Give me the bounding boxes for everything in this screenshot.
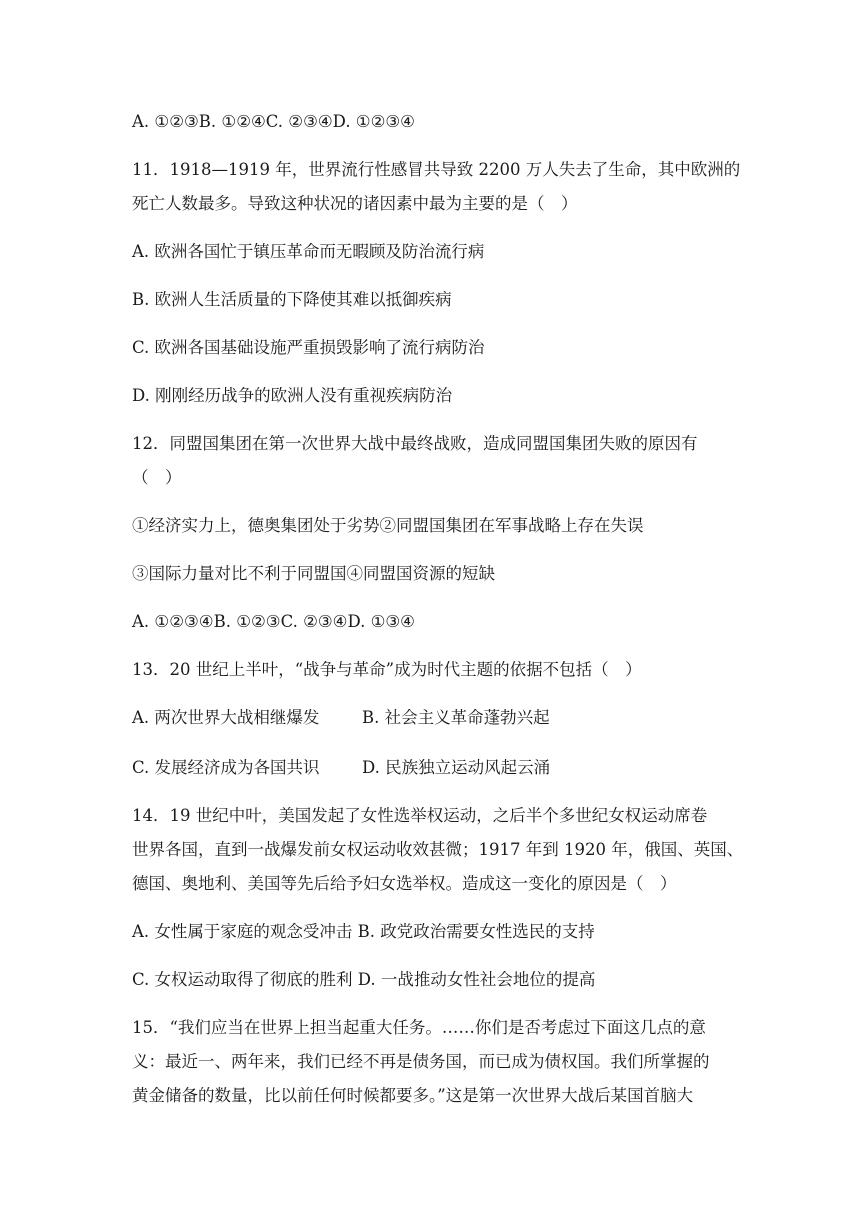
q13-options-row1	[132, 707, 752, 729]
q14-options-ab: A. 女性属于家庭的观念受冲击 B. 政党政治需要女性选民的支持	[132, 922, 595, 941]
q13-option-a: A. 两次世界大战相继爆发	[132, 708, 320, 727]
q14-stem-line3: 德国、奥地利、美国等先后给予妇女选举权。造成这一变化的原因是（ ）	[132, 874, 677, 893]
q11-option-b: B. 欧洲人生活质量的下降使其难以抵御疾病	[132, 290, 452, 309]
q14-stem-line2: 世界各国，直到一战爆发前女权运动收效甚微；1917 年到 1920 年，俄国、英国、	[132, 840, 744, 859]
q10-options: A. ①②③B. ①②④C. ②③④D. ①②③④	[132, 112, 415, 131]
q12-stem-line2: （ ）	[132, 468, 182, 487]
q14-options-cd: C. 女权运动取得了彻底的胜利 D. 一战推动女性社会地位的提高	[132, 970, 596, 989]
q11-option-c: C. 欧洲各国基础设施严重损毁影响了流行病防治	[132, 338, 485, 357]
q11-stem-line2: 死亡人数最多。导致这种状况的诸因素中最为主要的是（ ）	[132, 194, 578, 213]
q15-stem-line3: 黄金储备的数量，比以前任何时候都要多。”这是第一次世界大战后某国首脑大	[132, 1086, 694, 1105]
q12-stem-line1: 12．同盟国集团在第一次世界大战中最终战败，造成同盟国集团失败的原因有	[132, 434, 698, 453]
q11-option-d: D. 刚刚经历战争的欧洲人没有重视疾病防治	[132, 386, 453, 405]
q14-stem-line1: 14．19 世纪中叶，美国发起了女性选举权运动，之后半个多世纪女权运动席卷	[132, 806, 708, 825]
q12-items-1-2: ①经济实力上，德奥集团处于劣势②同盟国集团在军事战略上存在失误	[132, 516, 644, 535]
q13-option-b: B. 社会主义革命蓬勃兴起	[362, 708, 550, 727]
q11-stem-line1: 11．1918—1919 年，世界流行性感冒共导致 2200 万人失去了生命，其中欧洲的	[132, 160, 741, 179]
q12-items-3-4: ③国际力量对比不利于同盟国④同盟国资源的短缺	[132, 564, 495, 583]
q13-options-row2	[132, 757, 752, 779]
q11-option-a: A. 欧洲各国忙于镇压革命而无暇顾及防治流行病	[132, 242, 485, 261]
q13-stem: 13．20 世纪上半叶，“战争与革命”成为时代主题的依据不包括（ ）	[132, 660, 642, 679]
q13-option-d: D. 民族独立运动风起云涌	[362, 758, 551, 777]
q12-options: A. ①②③④B. ①②③C. ②③④D. ①③④	[132, 612, 415, 631]
q15-stem-line1: 15．“我们应当在世界上担当起重大任务。……你们是否考虑过下面这几点的意	[132, 1018, 706, 1037]
q13-option-c: C. 发展经济成为各国共识	[132, 758, 320, 777]
q15-stem-line2: 义：最近一、两年来，我们已经不再是债务国，而已成为债权国。我们所掌握的	[132, 1052, 710, 1071]
